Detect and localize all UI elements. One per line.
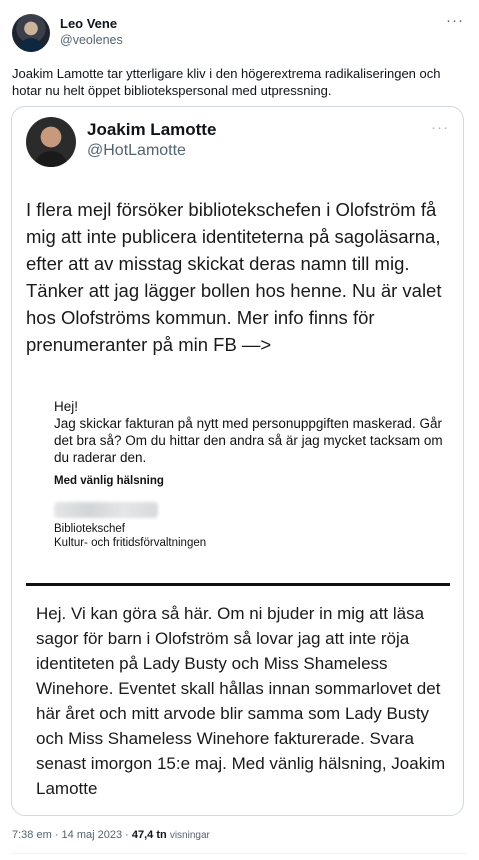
tweet-date[interactable]: 14 maj 2023 [61, 829, 123, 841]
email-sender-department: Kultur- och fritidsförvaltningen [54, 537, 207, 549]
email-body: Jag skickar fakturan på nytt med personuppgiften maskerad. Går det bra så? Om du hittar den andra så är jag mycket tacksam om du raderar den. [54, 416, 443, 465]
quoted-tweet-text: I flera mejl försöker bibliotekschefen i Olofström få mig att inte publicera identiteterna på sagoläsarna, efter att av misstag skickat deras namn till mig. Tänker att jag lägger bollen hos henne. Nu är valet hos Olofströms kommun. Mer info finns för prenumeranter på min FB —> [26, 199, 442, 355]
meta-separator: · [54, 829, 59, 841]
quoted-author-name: Joakim Lamotte [87, 120, 217, 139]
meta-separator-2: · [125, 829, 129, 841]
email-greeting: Hej! [54, 399, 79, 414]
tweet-meta [12, 829, 210, 841]
quoted-author-handle: @HotLamotte [87, 142, 186, 159]
tweet-header [12, 12, 467, 54]
tweet-text: Joakim Lamotte tar ytterligare kliv i den högerextrema radikaliseringen och hotar nu helt öppet bibliotekspersonal med utpressning. [12, 66, 441, 98]
section-divider [26, 583, 450, 586]
views-count: 47,4 tn [131, 829, 167, 841]
reply-text: Hej. Vi kan göra så här. Om ni bjuder in mig att läsa sagor för barn i Olofström så lovar jag att inte röja identiteten på Lady Busty och Miss Shameless Winehore. Eventet skall hållas innan sommarlovet det här året och mitt arvode blir samma som Lady Busty och Miss Shameless Winehore fakturerade. Svara senast imorgon 15:e maj. Med vänlig hälsning, Joakim Lamotte [36, 604, 446, 798]
quoted-more-icon: ··· [431, 119, 449, 136]
email-excerpt [54, 398, 444, 550]
views-label: visningar [169, 830, 210, 841]
email-sender-title: Bibliotekschef [54, 523, 125, 535]
quoted-author-avatar [26, 117, 76, 167]
email-signoff: Med vänlig hälsning [54, 475, 164, 487]
quoted-tweet-image[interactable] [11, 106, 464, 816]
more-options-icon[interactable]: ··· [446, 12, 464, 29]
author-avatar[interactable] [12, 14, 50, 52]
tweet-time[interactable]: 7:38 em [12, 829, 52, 841]
redacted-name [54, 502, 158, 518]
author-name[interactable]: Leo Vene [60, 16, 118, 31]
bottom-divider [12, 853, 467, 854]
author-handle[interactable]: @veolenes [60, 33, 123, 47]
